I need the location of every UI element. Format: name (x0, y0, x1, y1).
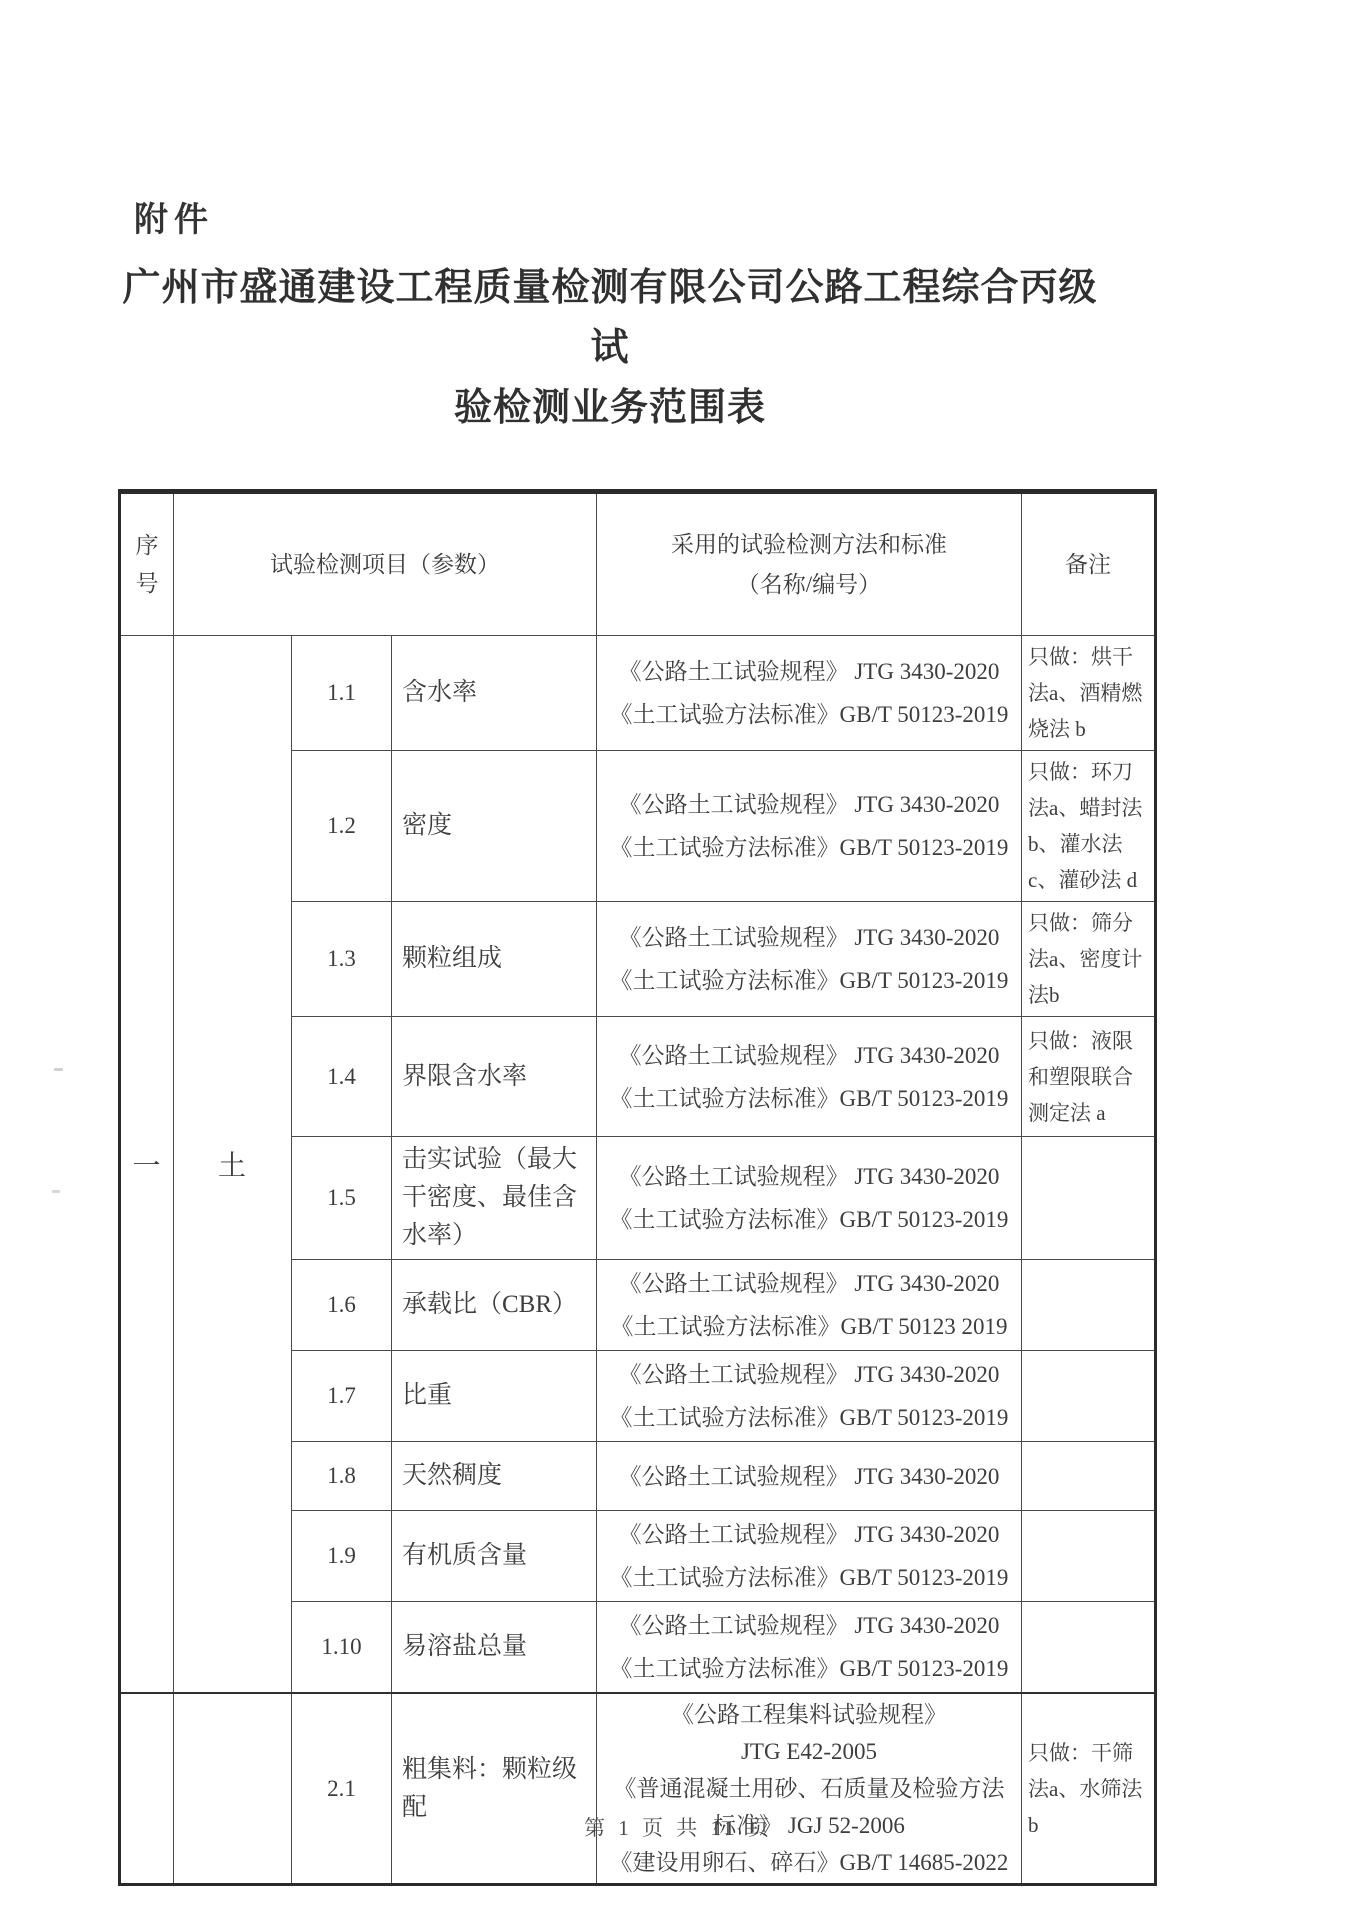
document-title-line2: 验检测业务范围表 (453, 387, 766, 429)
standard-line: 《公路土工试验规程》 JTG 3430-2020 (618, 1042, 1000, 1068)
test-item-name: 天然稠度 (392, 1442, 597, 1511)
group-serial: 一 (120, 636, 174, 1694)
standard-line: 《土工试验方法标准》GB/T 50123-2019 (609, 1405, 1009, 1430)
standards-cell (597, 902, 1022, 1017)
scan-speck (54, 1068, 63, 1071)
test-item-name: 承载比（CBR） (392, 1260, 597, 1351)
group-serial (120, 1693, 174, 1885)
standard-line: 《公路土工试验规程》 JTG 3430-2020 (618, 925, 1000, 950)
row-number: 1.9 (292, 1511, 392, 1602)
table-row (120, 636, 1156, 751)
document-title (120, 258, 1100, 438)
standards-cell (597, 1017, 1022, 1137)
remark: 只做：干筛法a、水筛法 b (1022, 1693, 1156, 1885)
remark (1022, 1442, 1156, 1511)
standard-line: 《公路土工试验规程》 JTG 3430-2020 (618, 792, 1000, 817)
standard-line: 《公路土工试验规程》 JTG 3430-2020 (618, 1613, 1000, 1638)
row-number: 1.6 (292, 1260, 392, 1351)
header-method-line1: 采用的试验检测方法和标准 (671, 531, 947, 557)
attachment-label: 附件 (134, 202, 214, 239)
remark (1022, 1602, 1156, 1694)
standards-cell (597, 1351, 1022, 1442)
standards-cell (597, 1602, 1022, 1694)
row-number: 1.7 (292, 1351, 392, 1442)
business-scope-table-body (120, 492, 1156, 1885)
remark: 只做：环刀法a、蜡封法 b、灌水法 c、灌砂法 d (1022, 751, 1156, 902)
standards-cell (597, 1511, 1022, 1602)
standards-cell (597, 636, 1022, 751)
test-item-name: 界限含水率 (392, 1017, 597, 1137)
standard-line: 《土工试验方法标准》GB/T 50123-2019 (609, 1207, 1009, 1232)
standard-line: 《公路土工试验规程》 JTG 3430-2020 (618, 1271, 1000, 1296)
remark (1022, 1137, 1156, 1260)
standards-cell (597, 1442, 1022, 1511)
header-method (597, 492, 1022, 636)
test-item-name: 有机质含量 (392, 1511, 597, 1602)
test-item-name: 易溶盐总量 (392, 1602, 597, 1694)
standard-line: 《公路土工试验规程》 JTG 3430-2020 (618, 1522, 1000, 1547)
remark (1022, 1351, 1156, 1442)
standard-line: 《普通混凝土用砂、石质量及检验方法 (613, 1776, 1005, 1801)
row-number: 1.2 (292, 751, 392, 902)
remark: 只做：液限和塑限联合测定法 a (1022, 1017, 1156, 1137)
business-scope-table (118, 489, 1157, 1886)
header-method-line2: （名称/编号） (736, 571, 882, 597)
standards-cell (597, 1137, 1022, 1260)
header-test-item: 试验检测项目（参数） (174, 492, 597, 636)
row-number: 1.10 (292, 1602, 392, 1694)
standards-cell (597, 1260, 1022, 1351)
header-note: 备注 (1022, 492, 1156, 636)
test-item-name: 击实试验（最大干密度、最佳含水率） (392, 1137, 597, 1260)
group-category (174, 1693, 292, 1885)
standard-line: 《土工试验方法标准》GB/T 50123 2019 (610, 1314, 1008, 1339)
document-title-line1: 广州市盛通建设工程质量检测有限公司公路工程综合丙级试 (122, 267, 1098, 369)
group-category: 土 (174, 636, 292, 1694)
standard-line: 《公路土工试验规程》 JTG 3430-2020 (618, 1362, 1000, 1387)
standards-cell (597, 751, 1022, 902)
standard-line: 《土工试验方法标准》GB/T 50123-2019 (609, 1085, 1009, 1111)
standard-line: 《公路土工试验规程》 JTG 3430-2020 (618, 659, 1000, 684)
standards-cell (597, 1693, 1022, 1885)
test-item-name: 含水率 (392, 636, 597, 751)
scan-speck (52, 1190, 60, 1193)
standard-line: JTG E42-2005 (740, 1739, 878, 1764)
test-item-name: 比重 (392, 1351, 597, 1442)
row-number: 1.8 (292, 1442, 392, 1511)
row-number: 1.1 (292, 636, 392, 751)
standard-line: 《土工试验方法标准》GB/T 50123-2019 (609, 968, 1009, 993)
standard-line: 《公路土工试验规程》 JTG 3430-2020 (618, 1463, 1000, 1489)
row-number: 1.3 (292, 902, 392, 1017)
table-header-row (120, 492, 1156, 636)
standard-line: 《土工试验方法标准》GB/T 50123-2019 (609, 835, 1009, 860)
remark (1022, 1260, 1156, 1351)
test-item-name: 颗粒组成 (392, 902, 597, 1017)
test-item-name: 粗集料：颗粒级配 (392, 1693, 597, 1885)
standard-line: 《土工试验方法标准》GB/T 50123-2019 (609, 1656, 1009, 1681)
standard-line: 《公路土工试验规程》 JTG 3430-2020 (618, 1164, 1000, 1189)
table-row (120, 1693, 1156, 1885)
remark (1022, 1511, 1156, 1602)
remark: 只做：烘干法a、酒精燃烧法 b (1022, 636, 1156, 751)
row-number: 1.5 (292, 1137, 392, 1260)
row-number: 1.4 (292, 1017, 392, 1137)
remark: 只做：筛分法a、密度计法b (1022, 902, 1156, 1017)
row-number: 2.1 (292, 1693, 392, 1885)
header-serial: 序号 (120, 492, 174, 636)
standard-line: 《建设用卵石、碎石》GB/T 14685-2022 (609, 1850, 1009, 1875)
test-item-name: 密度 (392, 751, 597, 902)
standard-line: 《土工试验方法标准》GB/T 50123-2019 (609, 1565, 1009, 1590)
page-number-footer: 第 1 页 共 11 页 (584, 1816, 773, 1840)
standard-line: 《土工试验方法标准》GB/T 50123-2019 (609, 702, 1009, 727)
standard-line: 标准》 JGJ 52-2006 (713, 1813, 905, 1838)
standard-line: 《公路工程集料试验规程》 (671, 1702, 947, 1727)
